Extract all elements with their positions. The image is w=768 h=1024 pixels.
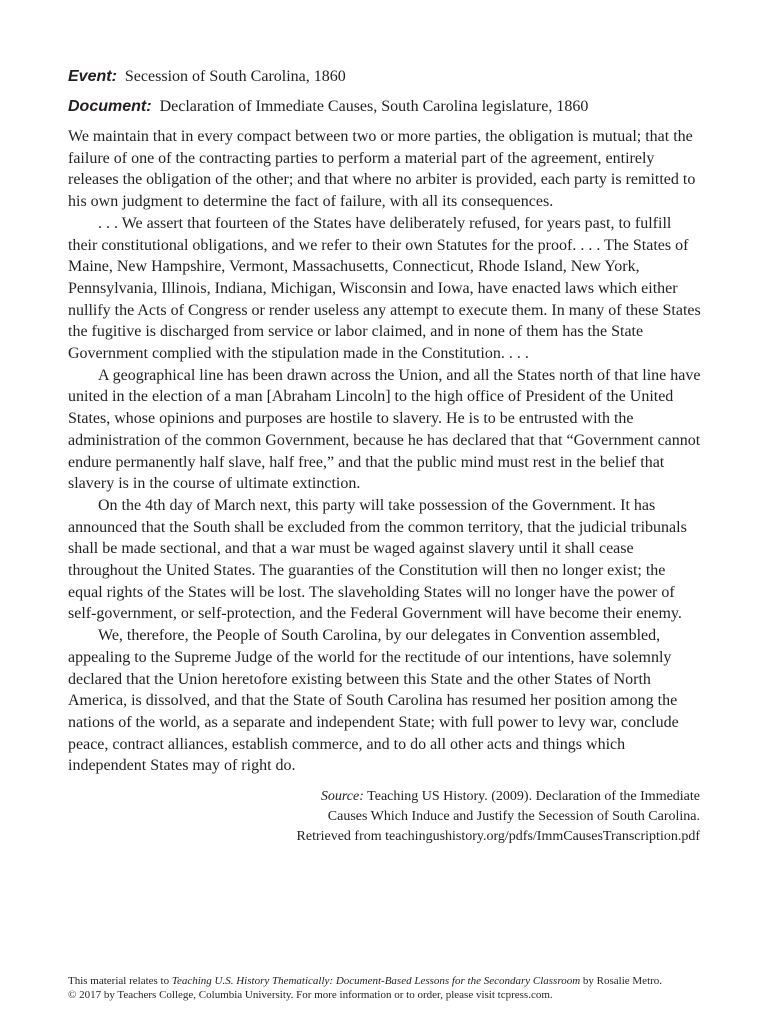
footer-suffix: by Rosalie Metro. xyxy=(582,975,663,987)
paragraph-4: On the 4th day of March next, this party will take possession of the Government. It has announced that the South shall be excluded from the common territory, that the judicial tribunals shall be made sectional, and that a war must be waged against slavery until it shall cease throughout the United States. The guaranties of the Constitution will then no longer exist; the equal rights of the States will be lost. The slaveholding States will no longer have the power of self-government, or self-protection, and the Federal Government will have become their enemy. xyxy=(68,496,687,623)
paragraph-5: We, therefore, the People of South Carolina, by our delegates in Convention assembled, appealing to the Supreme Judge of the world for the rectitude of our intentions, have solemnly declared that the Union heretofore existing between this State and the other States of North America, is dissolved, and that the State of South Carolina has resumed her position among the nations of the world, as a separate and independent State; with full power to levy war, conclude peace, contract alliances, establish commerce, and to do all other acts and things which independent States may of right do. xyxy=(68,627,679,775)
source-line-1 xyxy=(68,787,700,807)
document-page xyxy=(68,66,704,847)
footer-line-1 xyxy=(68,974,708,988)
event-line xyxy=(68,66,704,88)
copyright-footer xyxy=(68,974,708,1002)
paragraph-1: We maintain that in every compact between two or more parties, the obligation is mutual; that the failure of one of the contracting parties to perform a material part of the agreement, entirely releases the obligation of the other; and that where no arbiter is provided, each party is remitted to his own judgment to determine the fact of failure, with all its consequences. xyxy=(68,128,696,211)
source-citation xyxy=(68,787,704,847)
document-value: Declaration of Immediate Causes, South Carolina legislature, 1860 xyxy=(159,98,589,115)
footer-prefix: This material relates to xyxy=(68,975,170,987)
declaration-text xyxy=(68,126,704,777)
source-line-2: Causes Which Induce and Justify the Secession of South Carolina. xyxy=(327,809,700,825)
event-label: Event: xyxy=(68,68,117,85)
paragraph-2: . . . We assert that fourteen of the States have deliberately refused, for years past, to fulfill their constitutional obligations, and we refer to their own Statutes for the proof. . . . The States of Maine, New Hampshire, Vermont, Massachusetts, Connecticut, Rhode Island, New York, Pennsylvania, Illinois, Indiana, Michigan, Wisconsin and Iowa, have enacted laws which either nullify the Acts of Congress or render useless any attempt to execute them. In many of these States the fugitive is discharged from service or labor claimed, and in none of them has the State Government complied with the stipulation made in the Constitution. . . . xyxy=(68,214,701,363)
source-line-3: Retrieved from teachingushistory.org/pdfs/ImmCausesTranscription.pdf xyxy=(296,829,700,845)
source-label: Source: xyxy=(320,789,364,805)
paragraph-3: A geographical line has been drawn across the Union, and all the States north of that line have united in the election of a man [Abraham Lincoln] to the high office of President of the United States, whose opinions and purposes are hostile to slavery. He is to be entrusted with the administration of the common Government, because he has declared that that “Government cannot endure permanently half slave, half free,” and that the public mind must rest in the belief that slavery is in the course of ultimate extinction. xyxy=(68,366,701,493)
event-value: Secession of South Carolina, 1860 xyxy=(124,68,346,85)
document-line xyxy=(68,96,704,118)
footer-line-2: © 2017 by Teachers College, Columbia University. For more information or to order, please visit tcpress.com. xyxy=(68,989,553,1001)
footer-book-title: Teaching U.S. History Thematically: Document-Based Lessons for the Secondary Classroom xyxy=(171,975,581,987)
document-label: Document: xyxy=(68,98,152,115)
source-text-1: Teaching US History. (2009). Declaration of the Immediate xyxy=(367,789,700,805)
